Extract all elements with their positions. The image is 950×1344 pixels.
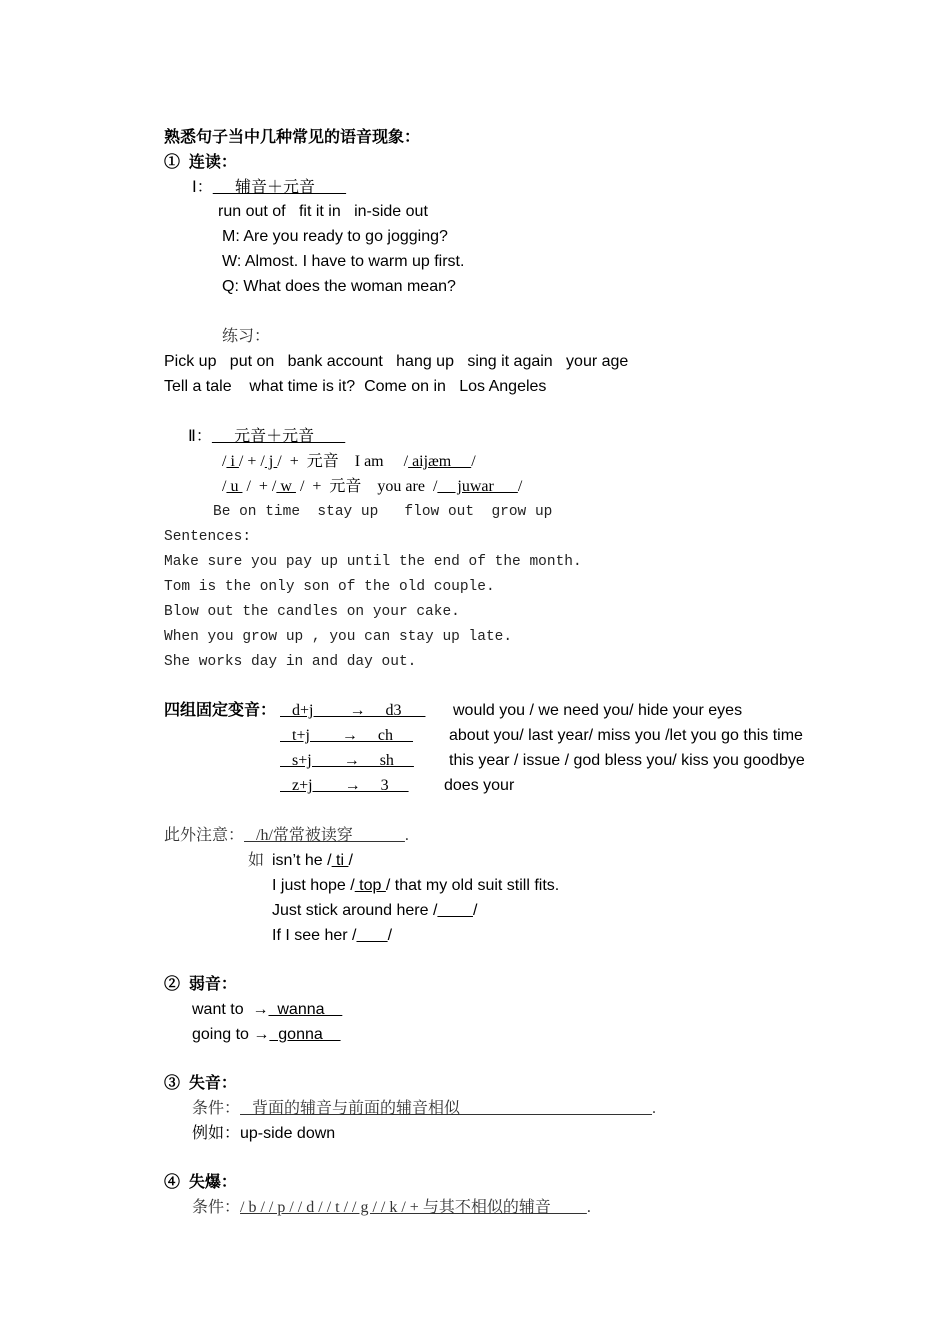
condition-blank: 背面的辅音与前面的辅音相似 bbox=[240, 1100, 653, 1117]
section-3-heading: ③ 失音： bbox=[164, 1075, 237, 1092]
row-blank: w bbox=[276, 478, 296, 495]
dialog-line-q: Q: What does the woman mean? bbox=[222, 278, 456, 295]
row-text: / + 元音 you are / bbox=[295, 478, 438, 495]
section-1-heading: ① 连读： bbox=[164, 154, 237, 171]
condition-end: . bbox=[586, 1199, 591, 1216]
fixed-example: does your bbox=[444, 777, 515, 794]
example-text: / bbox=[387, 927, 393, 944]
row-text: / + 元音 I am / bbox=[277, 453, 409, 470]
sub2-row-1 bbox=[222, 452, 476, 472]
example-text: If I see her / bbox=[272, 927, 357, 944]
sentence: Tom is the only son of the old couple. bbox=[164, 579, 495, 595]
note-label: 此外注意： bbox=[164, 827, 245, 844]
dialog-line-m: M: Are you ready to go jogging? bbox=[222, 228, 448, 245]
note-example bbox=[272, 851, 353, 871]
note-end: . bbox=[404, 827, 409, 844]
s4-condition bbox=[192, 1198, 591, 1218]
dialog-line-w: W: Almost. I have to warm up first. bbox=[222, 253, 465, 270]
condition-label: 条件： bbox=[192, 1100, 241, 1117]
row-text: / + / bbox=[238, 453, 265, 470]
row-blank: juwar bbox=[437, 478, 518, 495]
sub2-label: Ⅱ： bbox=[188, 428, 212, 445]
weak-item bbox=[192, 1000, 342, 1020]
example-text: / bbox=[348, 852, 353, 869]
condition-blank: / b / / p / / d / / t / / g / / k / + 与其不相似的辅音 bbox=[240, 1199, 587, 1216]
weak-text: want to → bbox=[192, 1001, 269, 1018]
example-blank bbox=[437, 902, 473, 919]
fixed-example: this year / issue / god bless you/ kiss you goodbye bbox=[449, 752, 805, 769]
note-line bbox=[164, 826, 409, 846]
practice-line-1: Pick up put on bank account hang up sing it again your age bbox=[164, 353, 629, 370]
sub1-examples: run out of fit it in in-side out bbox=[218, 203, 428, 220]
note-example bbox=[272, 876, 559, 896]
s3-condition bbox=[192, 1099, 656, 1119]
example-blank: top bbox=[354, 877, 386, 894]
condition-label: 条件： bbox=[192, 1199, 241, 1216]
fixed-example: would you / we need you/ hide your eyes bbox=[453, 702, 743, 719]
practice-line-2: Tell a tale what time is it? Come on in Los Angeles bbox=[164, 378, 547, 395]
page-title: 熟悉句子当中几种常见的语音现象： bbox=[164, 129, 421, 146]
fixed-label: 四组固定变音： bbox=[164, 702, 277, 719]
section-2-heading: ② 弱音： bbox=[164, 976, 237, 993]
example-text: I just hope / bbox=[272, 877, 355, 894]
row-text: / bbox=[471, 453, 476, 470]
weak-text: going to → bbox=[192, 1026, 270, 1043]
sub2-examples: Be on time stay up flow out grow up bbox=[213, 504, 553, 520]
row-text: / bbox=[222, 453, 227, 470]
sentences-label: Sentences: bbox=[164, 529, 252, 545]
section-4-heading: ④ 失爆： bbox=[164, 1174, 237, 1191]
weak-blank: gonna bbox=[269, 1026, 341, 1043]
sentence: Blow out the candles on your cake. bbox=[164, 604, 460, 620]
sub1-label: Ⅰ： bbox=[192, 179, 213, 196]
row-blank: i bbox=[226, 453, 239, 470]
condition-end: . bbox=[652, 1100, 657, 1117]
note-example bbox=[272, 901, 477, 921]
example-text: Just stick around here / bbox=[272, 902, 438, 919]
note-example bbox=[272, 926, 392, 946]
s3-example: 例如：up-side down bbox=[192, 1125, 336, 1142]
sub2-row-2 bbox=[222, 477, 522, 497]
row-blank: j bbox=[264, 453, 278, 470]
example-text: / that my old suit still fits. bbox=[385, 877, 560, 894]
row-blank: u bbox=[226, 478, 243, 495]
fixed-example: about you/ last year/ miss you /let you go this time bbox=[449, 727, 803, 744]
row-text: / bbox=[222, 478, 227, 495]
fixed-rule: z+j → 3 bbox=[280, 777, 409, 794]
note-ru: 如 bbox=[248, 852, 265, 869]
practice-label: 练习： bbox=[222, 328, 271, 345]
weak-blank: wanna bbox=[268, 1001, 343, 1018]
row-blank: aijæm bbox=[408, 453, 472, 470]
sentence: She works day in and day out. bbox=[164, 654, 417, 670]
fixed-rule: d+j → d3 bbox=[280, 702, 426, 719]
example-blank: ti bbox=[331, 852, 349, 869]
example-text: / bbox=[472, 902, 478, 919]
sub2-line bbox=[188, 427, 345, 447]
example-text: isn’t he / bbox=[272, 852, 332, 869]
sentence: Make sure you pay up until the end of the month. bbox=[164, 554, 582, 570]
fixed-rule: s+j → sh bbox=[280, 752, 414, 769]
sub1-blank: 辅音＋元音 bbox=[212, 179, 347, 196]
fixed-rule: t+j → ch bbox=[280, 727, 414, 744]
row-text: / + / bbox=[242, 478, 277, 495]
weak-item bbox=[192, 1025, 341, 1045]
sub2-blank: 元音＋元音 bbox=[211, 428, 346, 445]
row-text: / bbox=[517, 478, 523, 495]
sentence: When you grow up , you can stay up late. bbox=[164, 629, 513, 645]
example-blank bbox=[356, 927, 387, 944]
note-blank: /h/常常被读穿 bbox=[244, 827, 405, 844]
sub1-line bbox=[192, 178, 346, 198]
